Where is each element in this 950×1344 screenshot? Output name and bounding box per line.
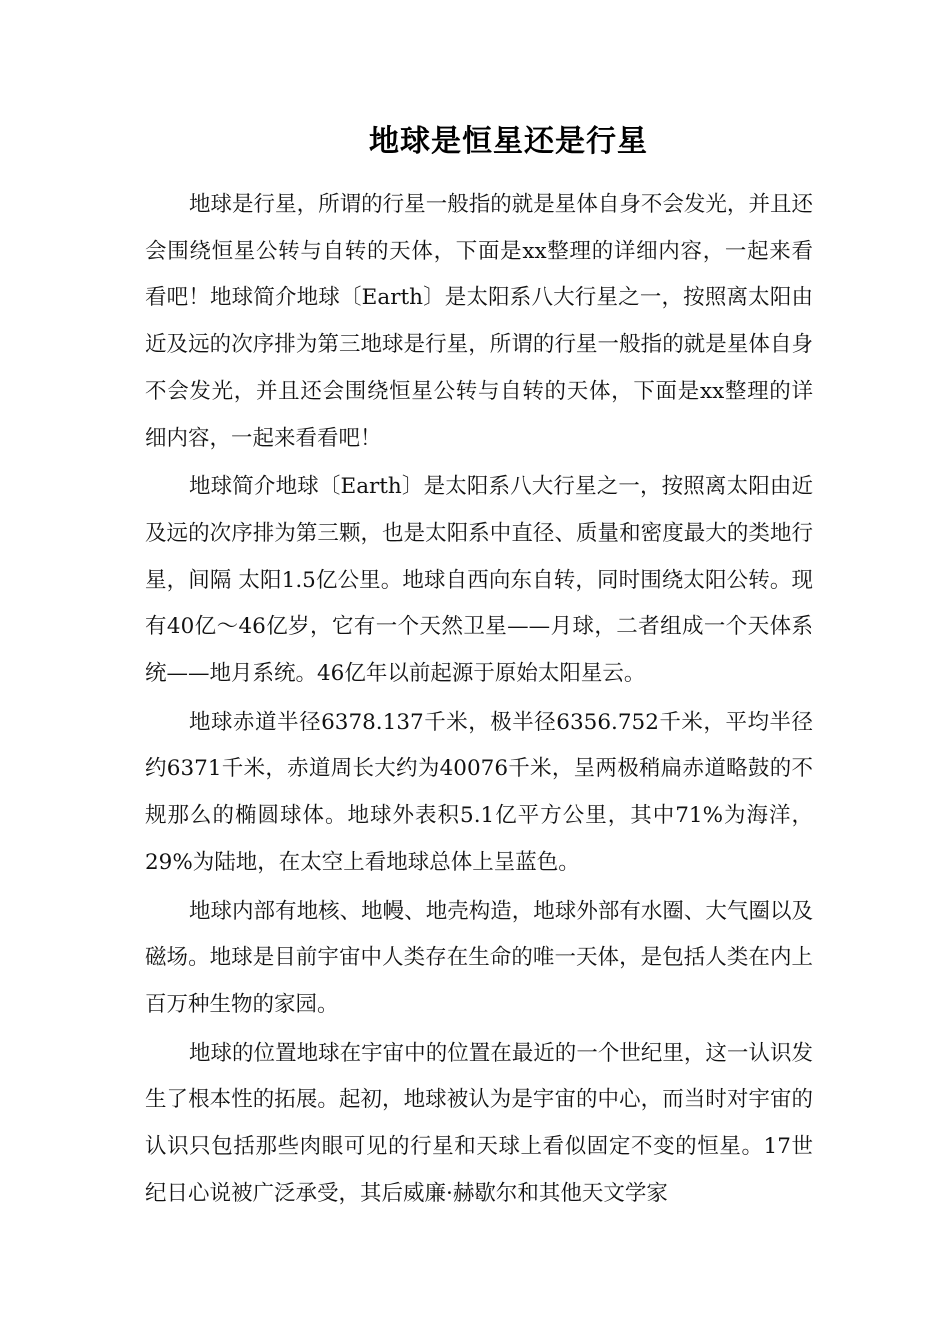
document-title: 地球是恒星还是行星 (369, 124, 648, 159)
document-body (145, 182, 813, 1217)
paragraph-4: 地球内部有地核、地幔、地壳构造，地球外部有水圈、大气圈以及磁场。地球是目前宇宙中人类存在生命的唯一天体，是包括人类在内上百万种生物的家园。 (145, 898, 813, 1017)
paragraph-5: 地球的位置地球在宇宙中的位置在最近的一个世纪里，这一认识发生了根本性的拓展。起初，地球被认为是宇宙的中心，而当时对宇宙的认识只包括那些肉眼可见的行星和天球上看似固定不变的恒星。17世纪日心说被广泛承受，其后威廉·赫歇尔和其他天文学家 (145, 1040, 813, 1206)
paragraph-2: 地球简介地球〔Earth〕是太阳系八大行星之一，按照离太阳由近及远的次序排为第三颗，也是太阳系中直径、质量和密度最大的类地行星，间隔 太阳1.5亿公里。地球自西向东自转，同时围绕太阳公转。现有40亿～46亿岁，它有一个天然卫星——月球，二者组成一个天体系统——地月系统。46亿年以前起源于原始太阳星云。 (145, 474, 813, 687)
paragraph-1: 地球是行星，所谓的行星一般指的就是星体自身不会发光，并且还会围绕恒星公转与自转的天体，下面是xx整理的详细内容，一起来看看吧！地球简介地球〔Earth〕是太阳系八大行星之一，按照离太阳由近及远的次序排为第三地球是行星，所谓的行星一般指的就是星体自身不会发光，并且还会围绕恒星公转与自转的天体，下面是xx整理的详细内容，一起来看看吧！ (145, 192, 813, 451)
paragraph-3: 地球赤道半径6378.137千米，极半径6356.752千米，平均半径约6371千米，赤道周长大约为40076千米，呈两极稍扁赤道略鼓的不规那么的椭圆球体。地球外表积5.1亿平方公里，其中71%为海洋，29%为陆地，在太空上看地球总体上呈蓝色。 (145, 709, 813, 875)
